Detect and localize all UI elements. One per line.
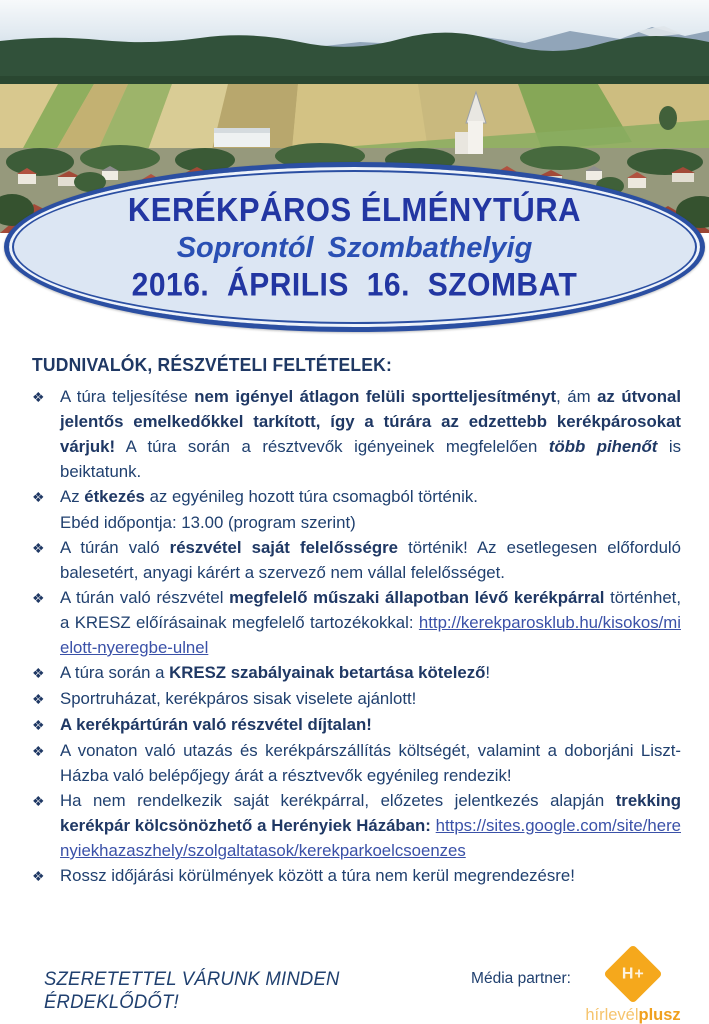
event-title: KERÉKPÁROS ÉLMÉNYTÚRA: [127, 190, 582, 228]
text-segment: KRESZ szabályainak betartása kötelező: [169, 663, 486, 682]
diamond-bullet-icon: ❖: [32, 717, 45, 733]
text-segment: történik! Az esetlegesen előforduló balesetért, anyagi kárért a szervező nem vállal felelősséget.: [60, 538, 681, 582]
text-segment: Az: [60, 487, 85, 506]
text-segment: !: [485, 663, 491, 682]
text-segment: trekking kerékpár kölcsönözhető a Herényiek Házában:: [60, 791, 681, 835]
diamond-bullet-icon: ❖: [32, 691, 45, 707]
text-segment: A túra során a: [60, 663, 170, 682]
diamond-bullet-icon: ❖: [32, 590, 45, 606]
bullet-item: [32, 863, 681, 889]
bullet-item: [32, 788, 681, 863]
text-segment: Sportruházat, kerékpáros sisak viselete ajánlott!: [60, 689, 417, 708]
bullet-item: [32, 660, 681, 686]
diamond-bullet-icon: ❖: [32, 389, 45, 405]
section-heading: TUDNIVALÓK, RÉSZVÉTELI FELTÉTELEK:: [32, 354, 393, 375]
diamond-bullet-icon: ❖: [32, 665, 45, 681]
text-segment: Rossz időjárási körülmények között a túra nem kerül megrendezésre!: [60, 866, 575, 885]
text-segment: történhet, a KRESZ előírásainak megfelelő tartozékokkal:: [60, 588, 681, 632]
event-route: Soprontól Szombathelyig: [176, 231, 533, 264]
diamond-bullet-icon: ❖: [32, 793, 45, 809]
text-segment: az útvonal jelentős emelkedőkkel tarkított, így a túrára az edzettebb kerékpárosokat várjuk!: [60, 387, 681, 456]
text-segment: A túrán való: [60, 538, 170, 557]
bullet-item: [32, 484, 681, 510]
logo-diamond-icon: [603, 944, 662, 1003]
text-segment: nem igényel átlagon felüli sportteljesítményt: [194, 387, 557, 406]
bullet-text: [60, 384, 681, 484]
media-partner-label: Média partner:: [471, 970, 571, 987]
text-segment: Ha nem rendelkezik saját kerékpárral, előzetes jelentkezés alapján: [60, 791, 616, 810]
text-segment: megfelelő műszaki állapotban lévő kerékpárral: [229, 588, 605, 607]
text-segment: A kerékpártúrán való részvétel díjtalan!: [60, 715, 372, 734]
diamond-bullet-icon: ❖: [32, 743, 45, 759]
text-segment: A túra teljesítése: [60, 387, 195, 406]
text-segment: A túra során a résztvevők igényeinek megfelelően: [115, 437, 549, 456]
text-segment: részvétel saját felelősségre: [169, 538, 398, 557]
bullet-indent: [32, 510, 60, 511]
bullet-item: [32, 585, 681, 660]
hyperlink[interactable]: http://kerekparosklub.hu/kisokos/mielott-nyeregbe-ulnel: [60, 613, 681, 657]
closing-message: SZERETETTEL VÁRUNK MINDEN ÉRDEKLŐDŐT!: [44, 966, 340, 1013]
bullet-text: [60, 535, 681, 585]
text-segment: , ám: [556, 387, 598, 406]
logo-monogram: H+: [621, 965, 645, 982]
bullet-text: [60, 788, 681, 863]
hirlevelplusz-logo: [583, 946, 683, 1024]
diamond-bullet-icon: ❖: [32, 489, 45, 505]
logo-name: [585, 1007, 680, 1024]
bullet-item: [32, 686, 681, 712]
hyperlink[interactable]: https://sites.google.com/site/herenyiekhazaszhely/szolgaltatasok/kerekparkoelcsoenzes: [60, 816, 681, 860]
diamond-bullet-icon: ❖: [32, 868, 45, 884]
diamond-bullet-icon: ❖: [32, 540, 45, 556]
bullet-text: [60, 484, 681, 509]
title-badge: [4, 162, 705, 332]
text-segment: A vonaton való utazás és kerékpárszállítás költségét, valamint a doborjáni Liszt-Házba való belépőjegy árát a résztvevők egyénileg rendezik!: [60, 741, 681, 785]
event-date: 2016. ÁPRILIS 16. SZOMBAT: [131, 267, 578, 303]
bullet-item: [32, 712, 681, 738]
bullet-text: [60, 686, 681, 711]
media-partner: [471, 946, 683, 1024]
text-segment: Ebéd időpontja: 13.00 (program szerint): [60, 513, 356, 532]
bullet-text: [60, 660, 681, 685]
logo-name-light: hírlevél: [585, 1006, 639, 1024]
bullet-text: [60, 863, 681, 888]
info-section: [32, 354, 681, 889]
text-segment: az egyénileg hozott túra csomagból történik.: [144, 487, 478, 506]
text-segment: étkezés: [84, 487, 145, 506]
bullet-text: [60, 738, 681, 788]
footer: [44, 946, 683, 1024]
bullet-item: [32, 738, 681, 788]
text-segment: A túrán való részvétel: [60, 588, 230, 607]
bullet-text: [60, 585, 681, 660]
info-list: [32, 384, 681, 889]
bullet-text: [60, 712, 681, 737]
bullet-item: [32, 535, 681, 585]
text-segment: több pihenőt: [548, 437, 658, 456]
bullet-item: [32, 384, 681, 484]
text-segment: is beiktatunk.: [60, 437, 682, 481]
logo-name-bold: plusz: [638, 1006, 681, 1024]
continuation-line: [32, 510, 681, 535]
bullet-text: [60, 510, 681, 535]
